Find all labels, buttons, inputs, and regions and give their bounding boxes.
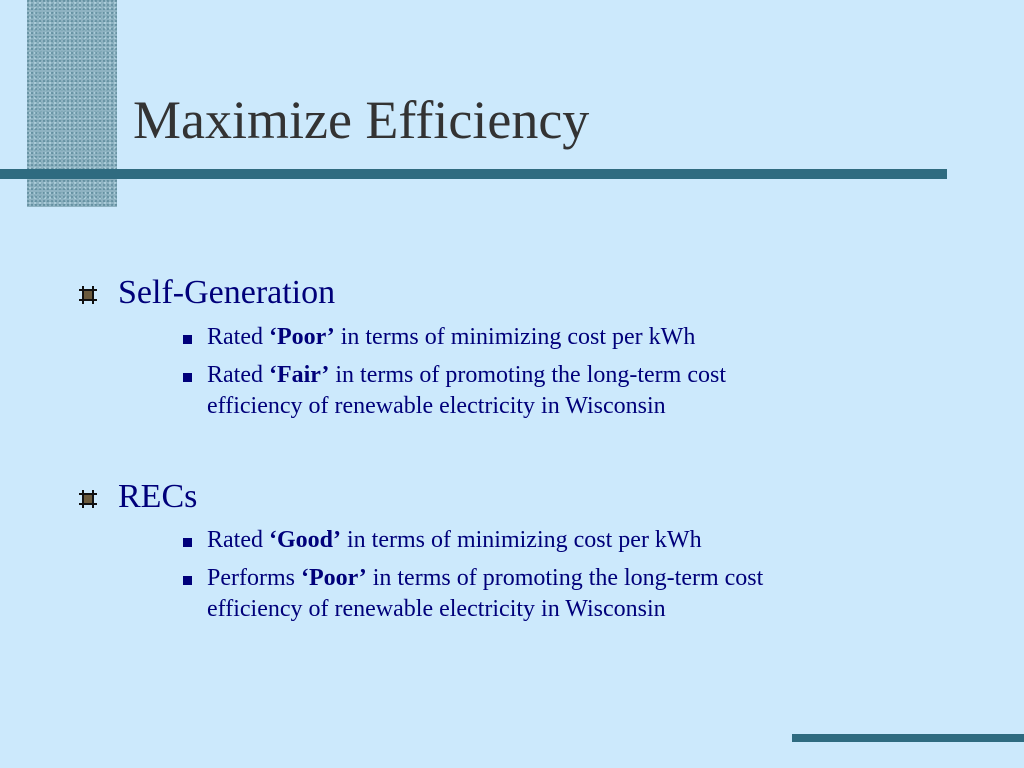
rating-label: ‘Poor’ <box>268 324 335 350</box>
sub-bullet-text: Performs ‘Poor’ in terms of promoting the long-term cost <box>207 565 764 591</box>
title-underline-rule <box>0 169 947 179</box>
section-heading: RECs <box>118 478 198 515</box>
rating-label: ‘Poor’ <box>300 565 367 591</box>
hash-square-bullet-icon <box>78 489 98 509</box>
sub-bullet-text: Rated ‘Good’ in terms of minimizing cost per kWh <box>207 527 702 553</box>
sub-bullet-continuation: efficiency of renewable electricity in Wisconsin <box>207 393 666 419</box>
slide-title: Maximize Efficiency <box>133 90 590 150</box>
footer-accent-rule <box>792 734 1024 742</box>
hash-square-bullet-icon <box>78 285 98 305</box>
rating-label: ‘Good’ <box>268 527 341 553</box>
sub-bullet-text: Rated ‘Fair’ in terms of promoting the long-term cost <box>207 362 726 388</box>
sub-bullet-text: Rated ‘Poor’ in terms of minimizing cost per kWh <box>207 324 696 350</box>
square-bullet-icon <box>183 538 192 547</box>
square-bullet-icon <box>183 373 192 382</box>
rating-label: ‘Fair’ <box>268 362 330 388</box>
sub-bullet-continuation: efficiency of renewable electricity in Wisconsin <box>207 596 666 622</box>
square-bullet-icon <box>183 576 192 585</box>
square-bullet-icon <box>183 335 192 344</box>
section-heading: Self-Generation <box>118 274 336 311</box>
